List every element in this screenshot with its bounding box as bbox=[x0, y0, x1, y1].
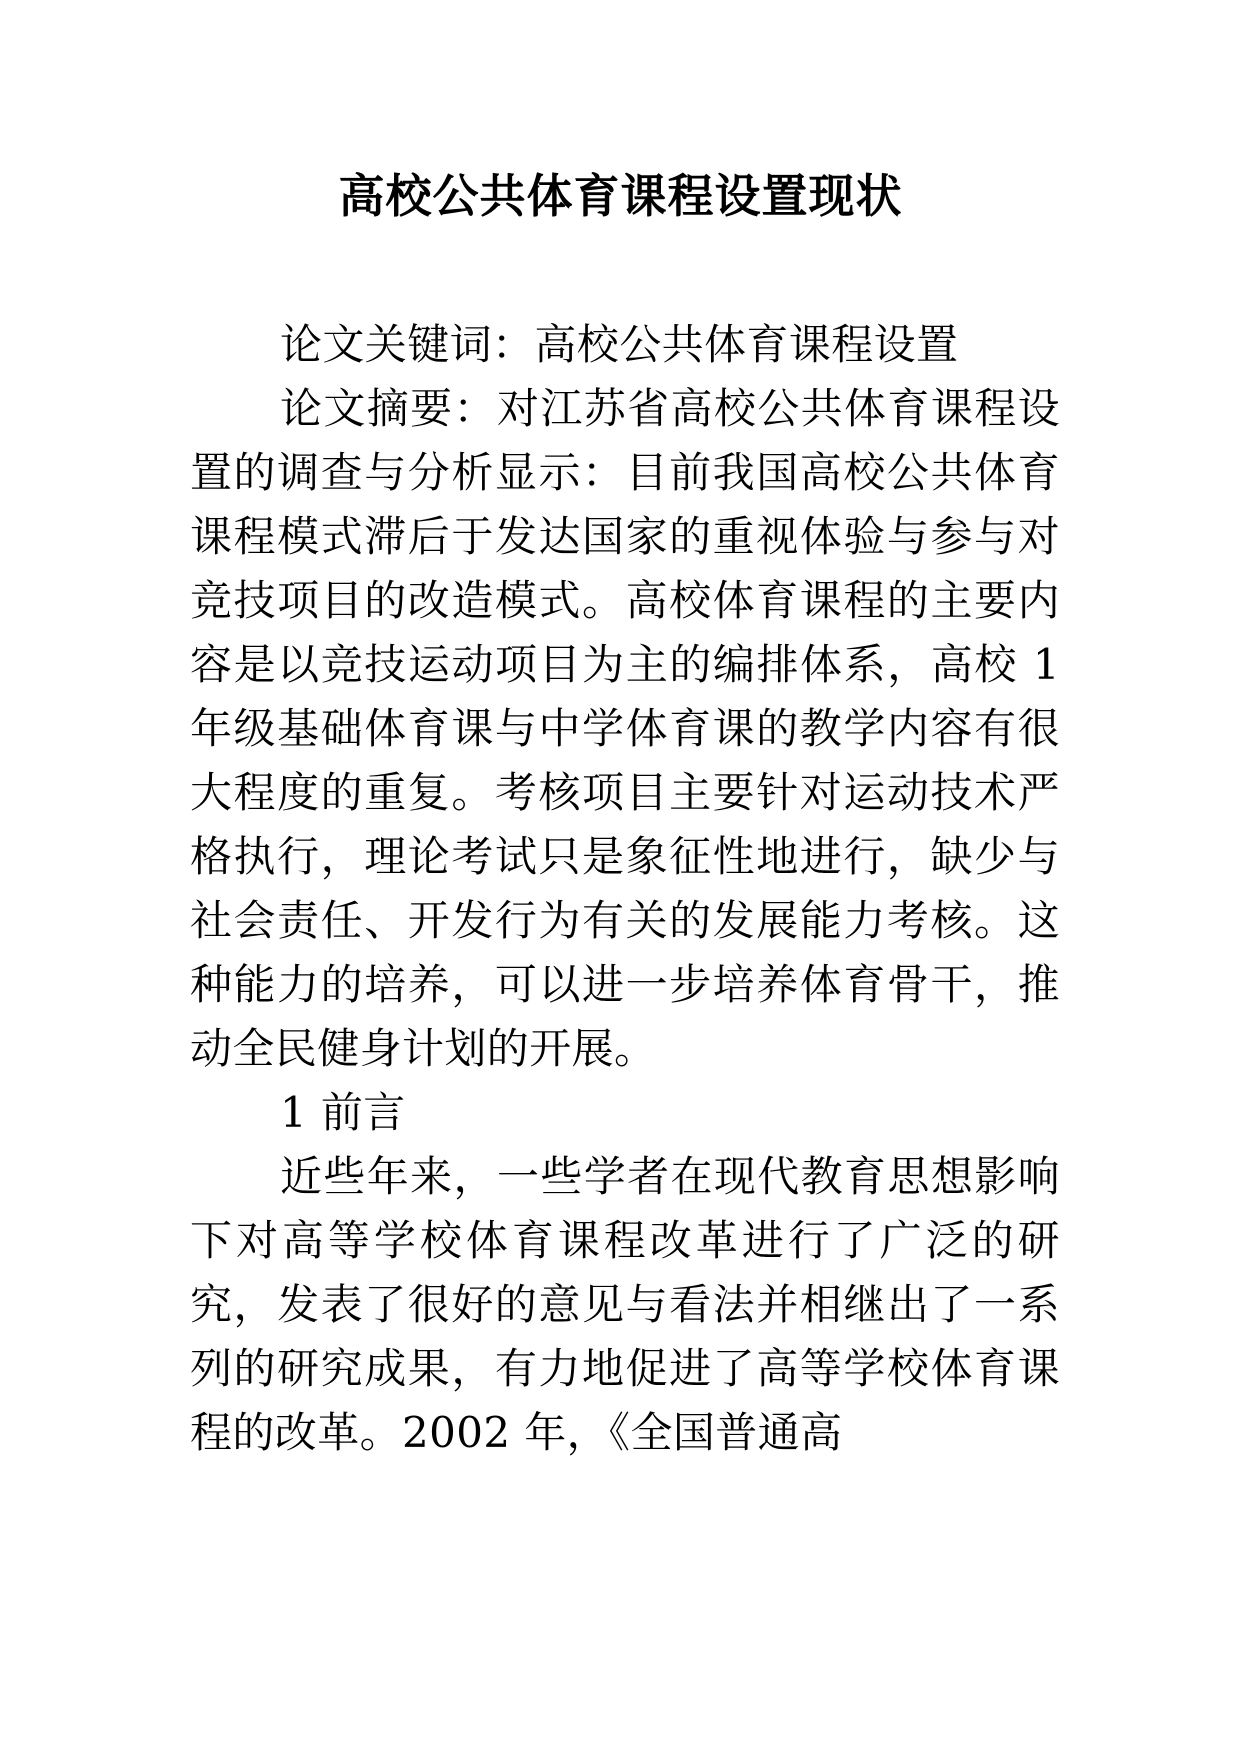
section-heading: 1 前言 bbox=[280, 1088, 406, 1137]
document-body bbox=[190, 313, 1060, 1465]
body-paragraph: 近些年来，一些学者在现代教育思想影响下对高等学校体育课程改革进行了广泛的研究，发表了很好的意见与看法并相继出了一系列的研究成果，有力地促进了高等学校体育课程的改革。2002 年，《全国普通高 bbox=[190, 1152, 1060, 1457]
abstract-paragraph: 论文摘要：对江苏省高校公共体育课程设置的调查与分析显示：目前我国高校公共体育课程模式滞后于发达国家的重视体验与参与对竞技项目的改造模式。高校体育课程的主要内容是以竞技运动项目为主的编排体系，高校 1 年级基础体育课与中学体育课的教学内容有很大程度的重复。考核项目主要针对运动技术严格执行，理论考试只是象征性地进行，缺少与社会责任、开发行为有关的发展能力考核。这种能力的培养，可以进一步培养体育骨干，推动全民健身计划的开展。 bbox=[190, 384, 1060, 1073]
keywords-paragraph: 论文关键词：高校公共体育课程设置 bbox=[280, 320, 959, 369]
document-title: 高校公共体育课程设置现状 bbox=[338, 169, 903, 223]
